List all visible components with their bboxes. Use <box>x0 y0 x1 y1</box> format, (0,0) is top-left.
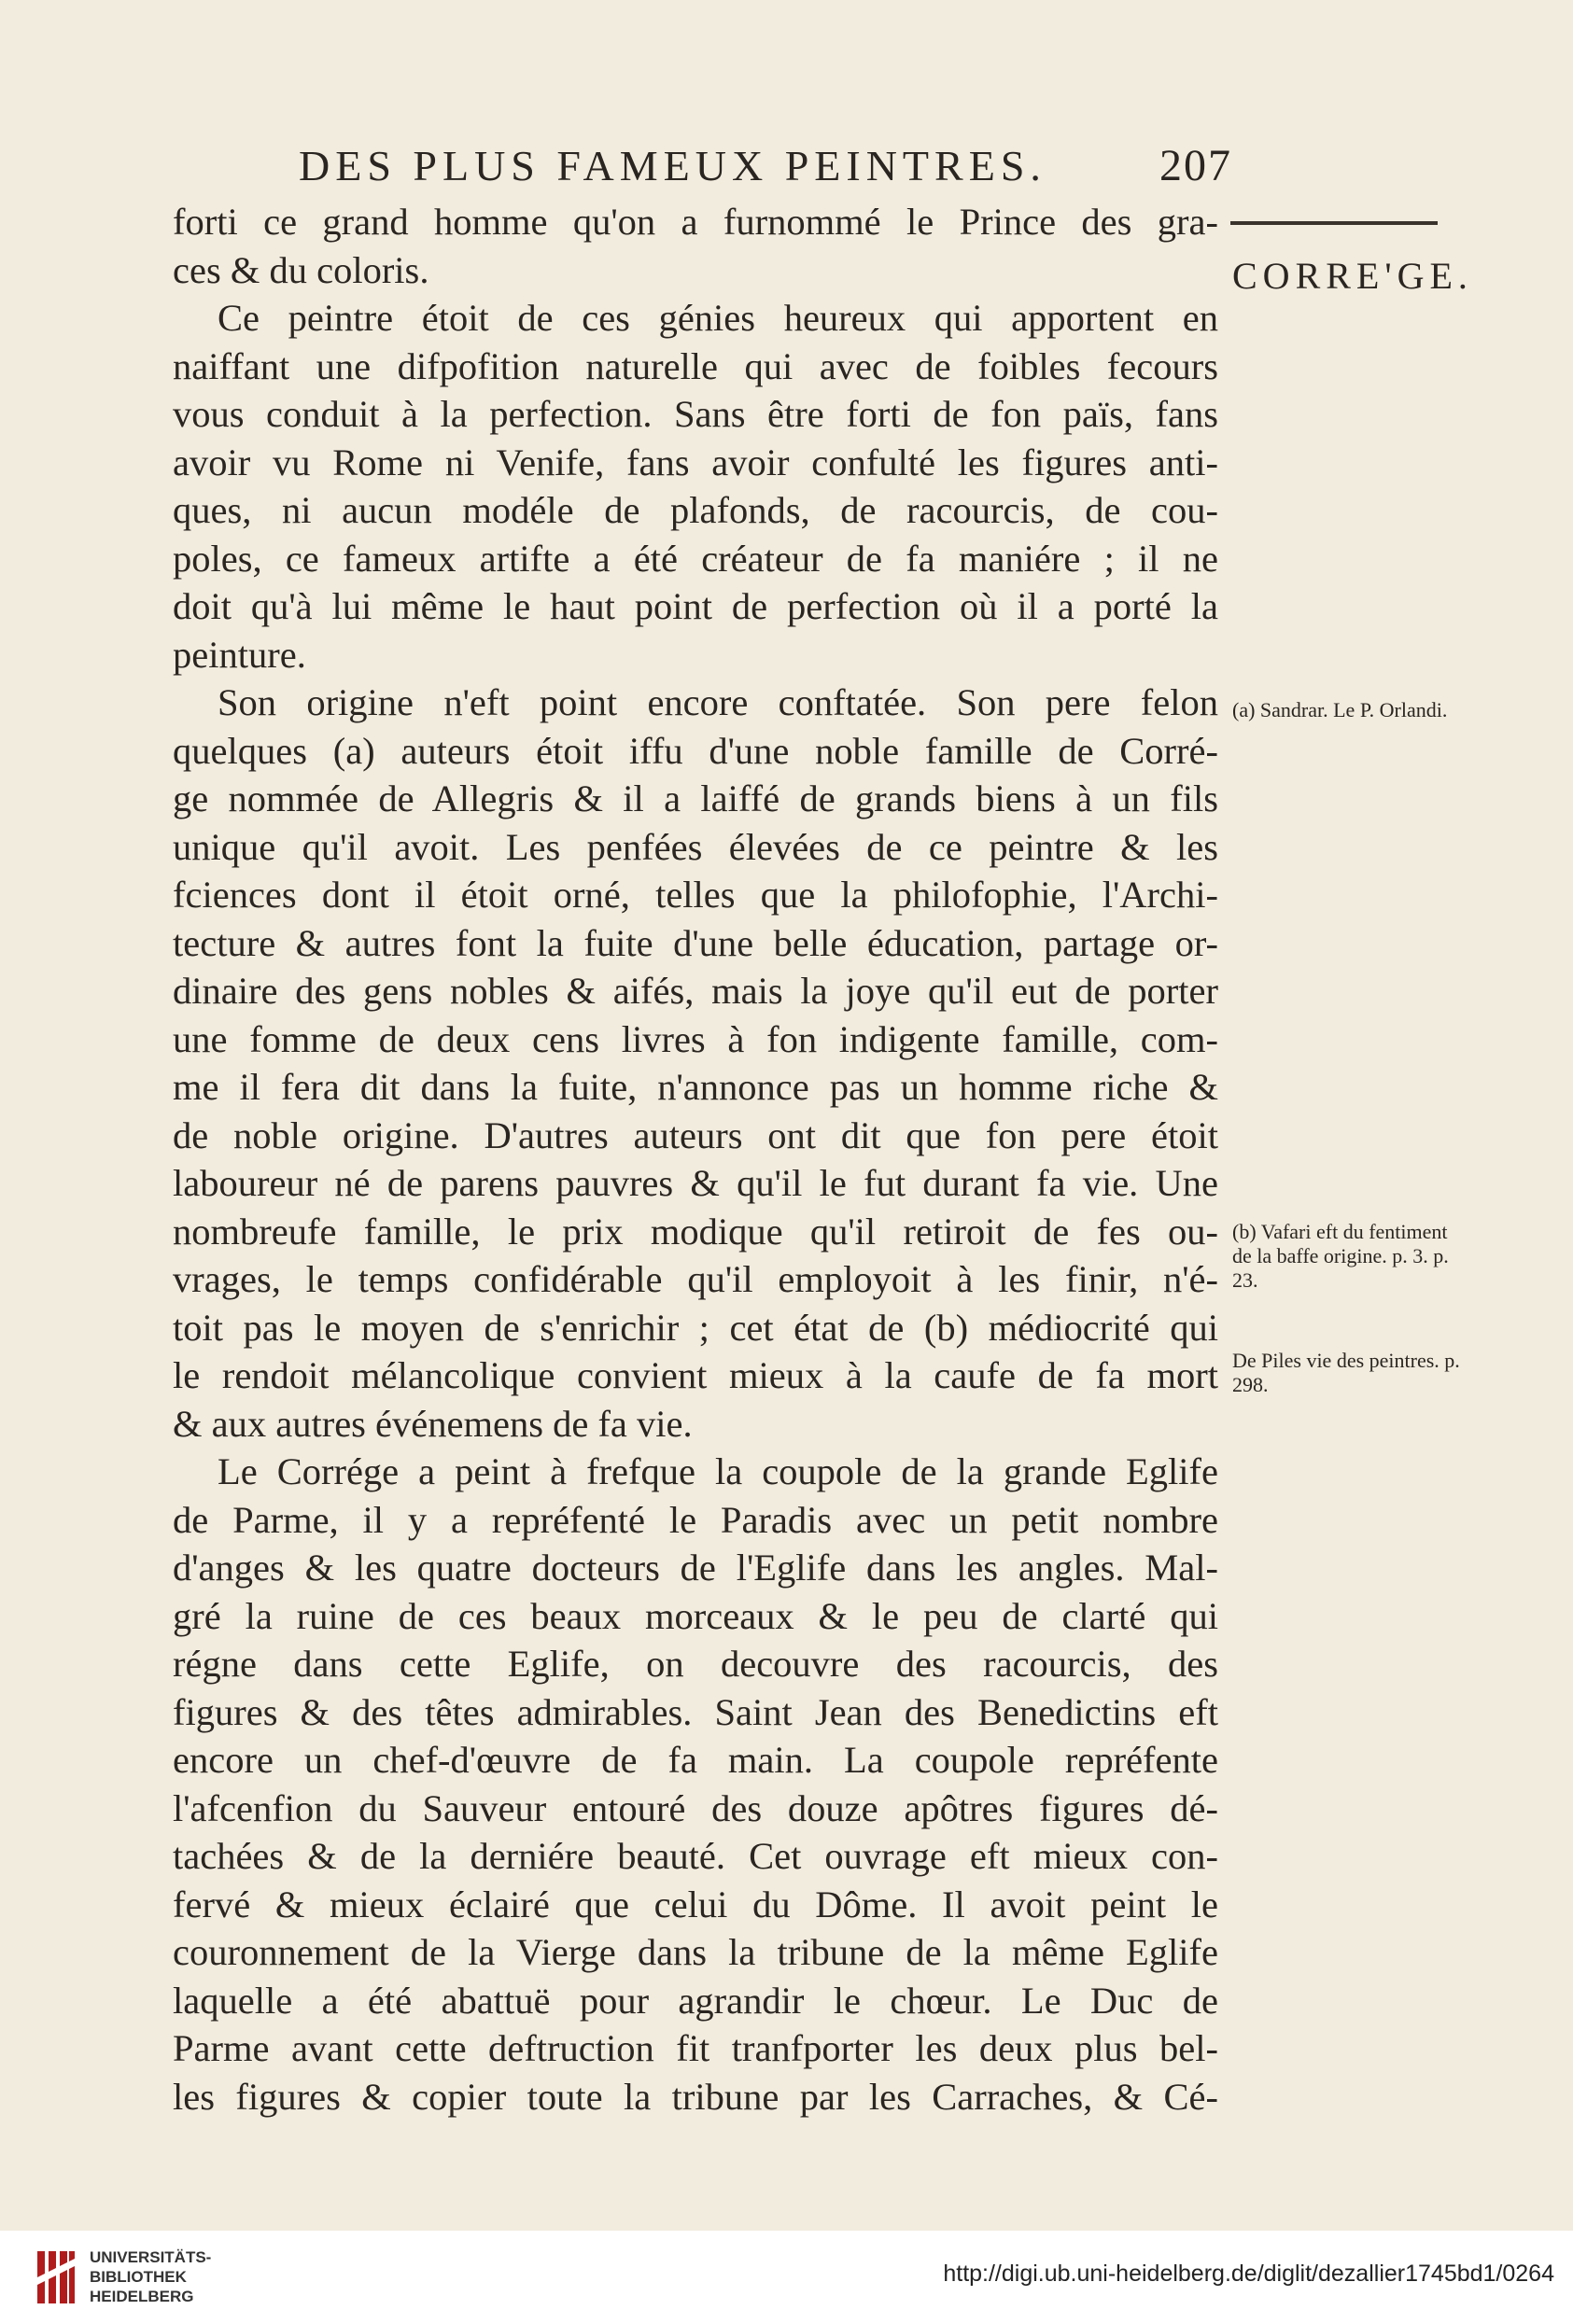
library-name-line: BIBLIOTHEK <box>90 2268 187 2286</box>
text-line: le rendoit mélancolique convient mieux à la caufe de fa mort <box>173 1354 1218 1396</box>
text-line: Le Corrége a peint à frefque la coupole de la grande Eglife <box>218 1450 1218 1492</box>
text-line: figures & des têtes admirables. Saint Jean des Benedictins eft <box>173 1690 1218 1733</box>
page-number: 207 <box>1159 141 1232 190</box>
text-line: tecture & autres font la fuite d'une belle éducation, partage or- <box>173 921 1218 964</box>
text-line: unique qu'il avoit. Les penfées élevées de ce peintre & les <box>173 825 1218 868</box>
text-line: dinaire des gens nobles & aifés, mais la joye qu'il eut de porter <box>173 970 1218 1012</box>
text-line: une fomme de deux cens livres à fon indigente famille, com- <box>173 1017 1218 1060</box>
text-line: quelques (a) auteurs étoit iffu d'une noble famille de Corré- <box>173 729 1218 772</box>
margin-note-c: De Piles vie des peintres. p. 298. <box>1232 1349 1460 1396</box>
text-line: Parme avant cette deftruction fit tranfporter les deux plus bel- <box>173 2027 1218 2069</box>
text-line: régne dans cette Eglife, on decouvre des racourcis, des <box>173 1643 1218 1685</box>
text-line: vrages, le temps confidérable qu'il employoit à les finir, n'é- <box>173 1258 1218 1300</box>
library-logo-icon <box>35 2249 77 2305</box>
library-name-line: HEIDELBERG <box>90 2288 194 2305</box>
marginal-rule <box>1230 221 1438 225</box>
text-line: Son origine n'eft point encore conftatée. Son pere felon <box>218 681 1218 723</box>
marginal-section-head: CORRE'GE. <box>1232 255 1473 297</box>
text-line: de noble origine. D'autres auteurs ont dit que fon pere étoit <box>173 1113 1218 1156</box>
text-line: d'anges & les quatre docteurs de l'Eglife dans les angles. Mal- <box>173 1547 1218 1589</box>
text-line: Ce peintre étoit de ces génies heureux qui apportent en <box>218 297 1218 339</box>
margin-note-a: (a) Sandrar. Le P. Orlandi. <box>1232 698 1448 721</box>
text-line: fervé & mieux éclairé que celui du Dôme. Il avoit peint le <box>173 1883 1218 1925</box>
text-line: laboureur né de parens pauvres & qu'il le fut durant fa vie. Une <box>173 1162 1218 1204</box>
text-line: couronnement de la Vierge dans la tribune de la même Eglife <box>173 1931 1218 1973</box>
text-line: encore un chef-d'œuvre de fa main. La coupole repréfente <box>173 1739 1218 1781</box>
library-name <box>90 2247 211 2306</box>
text-line: gré la ruine de ces beaux morceaux & le peu de clarté qui <box>173 1594 1218 1637</box>
margin-note-b: (b) Vafari eft du fentiment de la baffe origine. p. 3. p. 23. <box>1232 1220 1449 1292</box>
text-line: les figures & copier toute la tribune par les Carraches, & Cé- <box>173 2075 1218 2118</box>
text-line: ge nommée de Allegris & il a laiffé de grands biens à un fils <box>173 777 1218 819</box>
running-head <box>299 140 1232 191</box>
text-line: nombreufe famille, le prix modique qu'il retiroit de fes ou- <box>173 1210 1218 1253</box>
text-line: ces & du coloris. <box>173 248 429 291</box>
text-line: de Parme, il y a repréfenté le Paradis avec un petit nombre <box>173 1498 1218 1541</box>
text-line: vous conduit à la perfection. Sans être forti de fon païs, fans <box>173 393 1218 435</box>
text-line: doit qu'à lui même le haut point de perfection où il a porté la <box>173 585 1218 627</box>
text-line: avoir vu Rome ni Venife, fans avoir confulté les figures anti- <box>173 441 1218 483</box>
text-line: fciences dont il étoit orné, telles que la philofophie, l'Archi- <box>173 874 1218 916</box>
main-text <box>173 198 1218 2121</box>
text-line: laquelle a été abattuë pour agrandir le chœur. Le Duc de <box>173 1979 1218 2022</box>
text-line: ques, ni aucun modéle de plafonds, de racourcis, de cou- <box>173 489 1218 531</box>
text-line: peinture. <box>173 633 306 676</box>
text-line: l'afcenfion du Sauveur entouré des douze apôtres figures dé- <box>173 1786 1218 1829</box>
running-title: DES PLUS FAMEUX PEINTRES. <box>299 142 1046 189</box>
text-line: naiffant une difpofition naturelle qui avec de foibles fecours <box>173 344 1218 387</box>
text-line: me il fera dit dans la fuite, n'annonce pas un homme riche & <box>173 1066 1218 1108</box>
text-line: forti ce grand homme qu'on a furnommé le Prince des gra- <box>173 201 1218 243</box>
text-line: poles, ce fameux artifte a été créateur de fa maniére ; il ne <box>173 537 1218 580</box>
source-url-link[interactable]: http://digi.ub.uni-heidelberg.de/diglit/dezallier1745bd1/0264 <box>943 2261 1554 2287</box>
text-line: toit pas le moyen de s'enrichir ; cet état de (b) médiocrité qui <box>173 1306 1218 1349</box>
text-line: tachées & de la derniére beauté. Cet ouvrage eft mieux con- <box>173 1835 1218 1877</box>
text-line: & aux autres événemens de fa vie. <box>173 1402 693 1445</box>
library-name-line: UNIVERSITÄTS- <box>90 2248 212 2266</box>
